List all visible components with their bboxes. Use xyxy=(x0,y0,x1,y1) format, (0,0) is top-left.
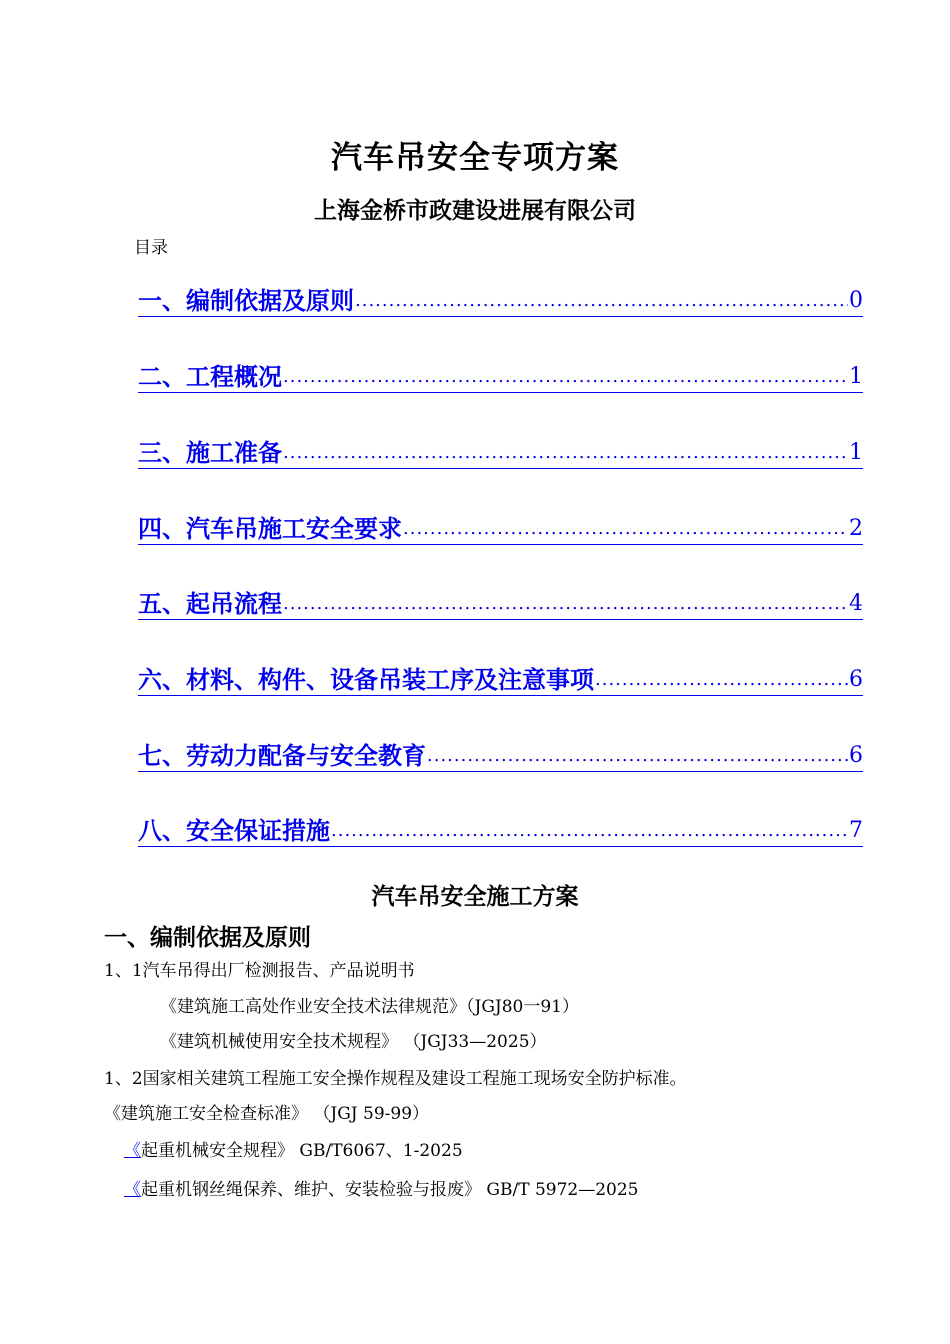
toc-entry-page: 0 xyxy=(849,288,863,313)
basis-line-2: 《建筑施工高处作业安全技术法律规范》（JGJ80一91） xyxy=(160,997,579,1017)
toc-entry-page: 1 xyxy=(849,364,863,389)
toc-entry-page: 1 xyxy=(849,440,863,465)
toc-leader-dots xyxy=(355,289,848,313)
toc-entry-label: 七、劳动力配备与安全教育 xyxy=(138,741,426,770)
toc-entry-label: 六、材料、构件、设备吊装工序及注意事项 xyxy=(138,665,594,694)
toc-entry-page: 6 xyxy=(849,667,863,692)
basis-line-1: 1、1汽车吊得出厂检测报告、产品说明书 xyxy=(104,961,415,981)
toc-leader-dots xyxy=(427,744,848,768)
basis-line-6 xyxy=(124,1136,463,1161)
toc-leader-dots xyxy=(403,517,848,541)
section-title: 汽车吊安全施工方案 xyxy=(371,883,579,910)
basis-line-4: 1、2国家相关建筑工程施工安全操作规程及建设工程施工现场安全防护标准。 xyxy=(104,1069,687,1089)
toc-leader-dots xyxy=(595,668,848,692)
bookmark-anchor[interactable]: 《 xyxy=(124,1180,141,1200)
toc-entry-label: 三、施工准备 xyxy=(138,438,282,467)
toc-entry-8[interactable] xyxy=(138,812,863,847)
basis-line-7 xyxy=(124,1175,638,1200)
toc-entry-4[interactable] xyxy=(138,510,863,545)
company-name: 上海金桥市政建设进展有限公司 xyxy=(314,197,636,224)
toc-entry-label: 八、安全保证措施 xyxy=(138,816,330,845)
toc-leader-dots xyxy=(283,441,848,465)
toc-heading: 目录 xyxy=(134,238,168,258)
chapter-heading: 一、编制依据及原则 xyxy=(104,924,311,951)
toc-entry-label: 二、工程概况 xyxy=(138,362,282,391)
toc-leader-dots xyxy=(283,592,848,616)
toc-entry-page: 7 xyxy=(849,818,863,843)
toc-entry-page: 2 xyxy=(849,516,863,541)
toc-leader-dots xyxy=(331,819,848,843)
toc-entry-2[interactable] xyxy=(138,358,863,393)
bookmark-anchor[interactable]: 《 xyxy=(124,1141,141,1161)
toc-leader-dots xyxy=(283,365,848,389)
toc-entry-1[interactable] xyxy=(138,282,863,317)
basis-line-text: 起重机钢丝绳保养、维护、安装检验与报废》 GB/T 5972—2025 xyxy=(141,1180,639,1200)
basis-line-text: 起重机械安全规程》 GB/T6067、1-2025 xyxy=(141,1141,463,1161)
toc-entry-page: 6 xyxy=(849,743,863,768)
toc-entry-label: 四、汽车吊施工安全要求 xyxy=(138,514,402,543)
toc-entry-3[interactable] xyxy=(138,434,863,469)
toc-entry-6[interactable] xyxy=(138,661,863,696)
toc-entry-page: 4 xyxy=(849,591,863,616)
toc-entry-label: 五、起吊流程 xyxy=(138,589,282,618)
basis-line-3: 《建筑机械使用安全技术规程》 （JGJ33—2025） xyxy=(160,1032,547,1052)
basis-line-5: 《建筑施工安全检查标准》 （JGJ 59-99） xyxy=(104,1104,430,1124)
toc-entry-label: 一、编制依据及原则 xyxy=(138,286,354,315)
document-title: 汽车吊安全专项方案 xyxy=(331,140,619,176)
toc-entry-5[interactable] xyxy=(138,585,863,620)
toc-entry-7[interactable] xyxy=(138,737,863,772)
